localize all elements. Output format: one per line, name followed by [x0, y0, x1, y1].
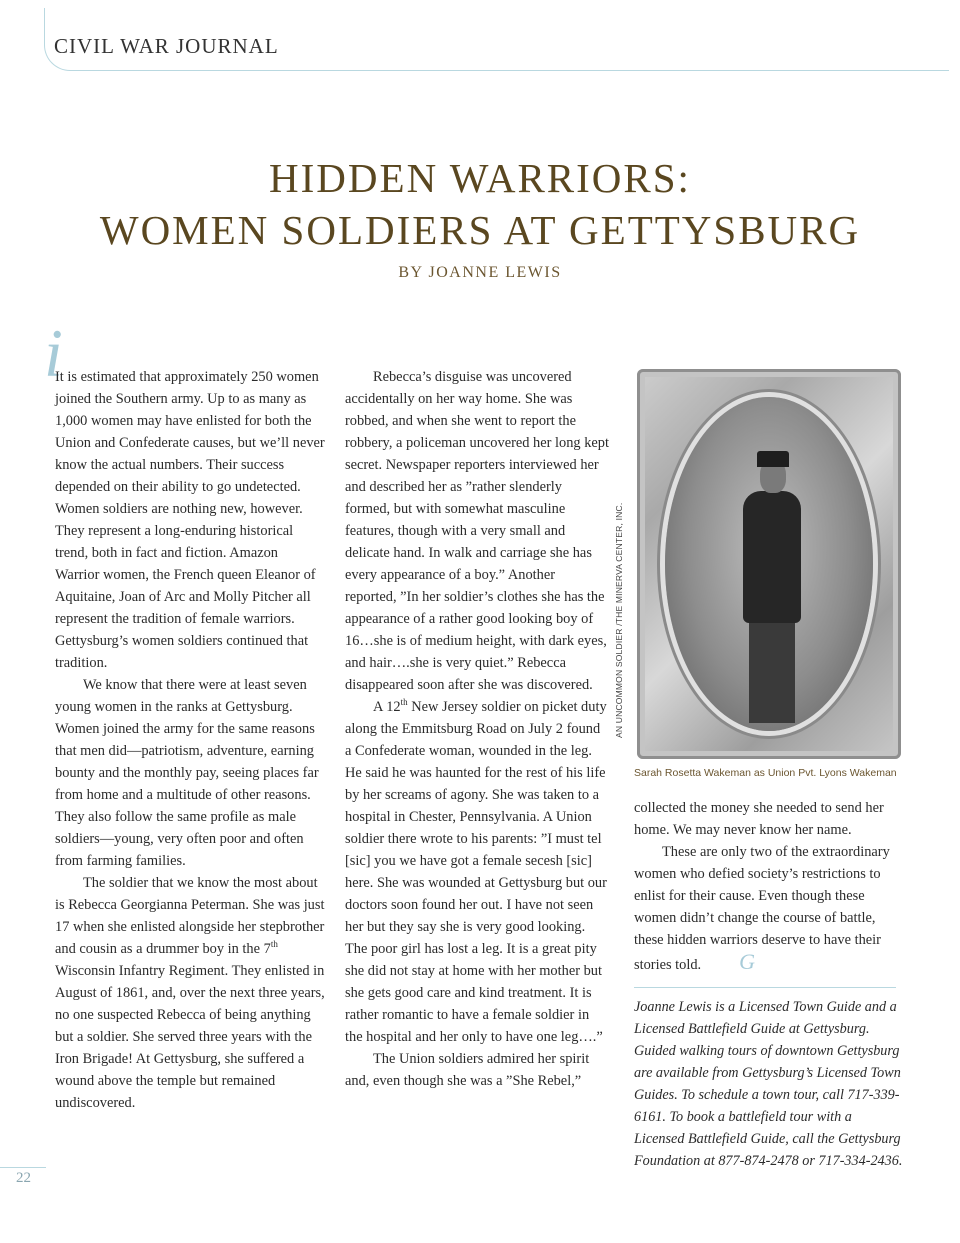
- author-bio-text: Joanne Lewis is a Licensed Town Guide and a Licensed Battlefield Guide at Gettysburg. Guided walking tours of downtown Gettysburg are available from Gettysburg’s Licensed Town Guides. To schedule a town tour, call 717-339-6161. To book a battlefield tour with a Licensed Battlefield Guide, call the Gettysburg Foundation at 877-874-2478 or 717-334-2436.: [634, 999, 903, 1169]
- paragraph-text: A 12: [373, 699, 401, 715]
- bio-divider: [634, 987, 896, 988]
- byline: BY JOANNE LEWIS: [398, 264, 562, 281]
- paragraph-text: These are only two of the extraordinary women who defied society’s restrictions to enlist for their cause. Even though these women didn’t change the course of battle, these hidden warriors deserve to have their stories told.: [634, 844, 890, 973]
- paragraph: The Union soldiers admired her spirit and, even though she was a ”She Rebel,”: [345, 1051, 590, 1089]
- superscript: th: [270, 939, 278, 950]
- paragraph: It is estimated that approximately 250 women joined the Southern army. Up to as many as 1,000 women may have enlisted for both the Union and Confederate causes, but we’ll never know the actual numbers. Their success depended on their ability to go undetected. Women soldiers are nothing new, however. They represent a long-enduring historical trend, both in fact and fiction. Amazon Warrior women, the French queen Eleanor of Aquitaine, Joan of Arc and Molly Pitcher all represent the tradition of female warriors. Gettysburg’s women soldiers continued that tradition.: [55, 369, 325, 671]
- soldier-figure-cap: [757, 451, 789, 467]
- column-2: [345, 366, 610, 1092]
- author-bio: [634, 996, 904, 1172]
- paragraph-text: The soldier that we know the most about is Rebecca Georgianna Peterman. She was just 17 when she enlisted alongside her stepbrother and cousin as a drummer boy in the 7: [55, 875, 325, 957]
- soldier-figure-body: [743, 491, 801, 623]
- paragraph: Rebecca’s disguise was uncovered accidentally on her way home. She was robbed, and when she went to report the robbery, a policeman uncovered her long kept secret. Newspaper reporters interviewed her and described her as ”rather slenderly formed, but with somewhat masculine features, though with a very small and delicate hand. In walk and carriage she has every appearance of a boy.” Another reported, ”In her soldier’s clothes she has the appearance of a rather good looking boy of 16…she is of medium height, with dark eyes, and hair….she is very quiet.” Rebecca disappeared soon after she was discovered.: [345, 369, 609, 693]
- paragraph-text: New Jersey soldier on picket duty along the Emmitsburg Road on July 2 found a Confederate woman, wounded in the leg. He said he was haunted for the rest of his life by her screams of agony. She was taken to a hospital in Chester, Pennsylvania. A Union soldier there wrote to his parents: ”I must tel [sic] you we have got a female secesh [sic] here. She was wounded at Gettysburg but our doctors soon found her out. I have not seen her but they say she is very good looking. The poor girl has lost a leg. It is a great pity she did not stay at home with her mother but she gets good care and kind treatment. It is rather romantic to have a female soldier in the hospital and her only to have one leg….”: [345, 699, 607, 1045]
- page-number: 22: [16, 1170, 31, 1186]
- photo-oval: [665, 397, 873, 731]
- article-title-line-2: WOMEN SOLDIERS AT GETTYSBURG: [99, 207, 861, 253]
- paragraph: collected the money she needed to send her home. We may never know her name.: [634, 800, 884, 838]
- paragraph: We know that there were at least seven young women in the ranks at Gettysburg. Women joined the army for the same reasons that men did—patriotism, adventure, earning bounty and the monthly pay, seeing places far from home and a multitude of other reasons. They also follow the same profile as male soldiers—young, very often poor and often from farming families.: [55, 677, 319, 869]
- paragraph: [634, 841, 900, 976]
- article-title-line-1: HIDDEN WARRIORS:: [269, 155, 691, 201]
- column-3: [634, 797, 900, 976]
- soldier-figure-legs: [749, 619, 795, 723]
- column-1: [55, 366, 325, 1114]
- photo-credit-text: AN UNCOMMON SOLDIER /THE MINERVA CENTER, INC.: [614, 502, 624, 738]
- superscript: th: [400, 697, 408, 708]
- footer-rule: [0, 1167, 46, 1168]
- section-title: CIVIL WAR JOURNAL: [54, 34, 279, 58]
- paragraph: [345, 696, 610, 1048]
- soldier-photo: [637, 369, 901, 759]
- photo-caption: Sarah Rosetta Wakeman as Union Pvt. Lyons Wakeman: [634, 767, 897, 779]
- end-mark-icon: G: [739, 949, 756, 974]
- paragraph-text: Wisconsin Infantry Regiment. They enlisted in August of 1861, and, over the next three years, no one suspected Rebecca of being anything but a soldier. She served three years with the Iron Brigade! At Gettysburg, she suffered a wound above the temple but remained undiscovered.: [55, 963, 325, 1111]
- paragraph: [55, 872, 325, 1114]
- drop-cap: i: [44, 315, 63, 391]
